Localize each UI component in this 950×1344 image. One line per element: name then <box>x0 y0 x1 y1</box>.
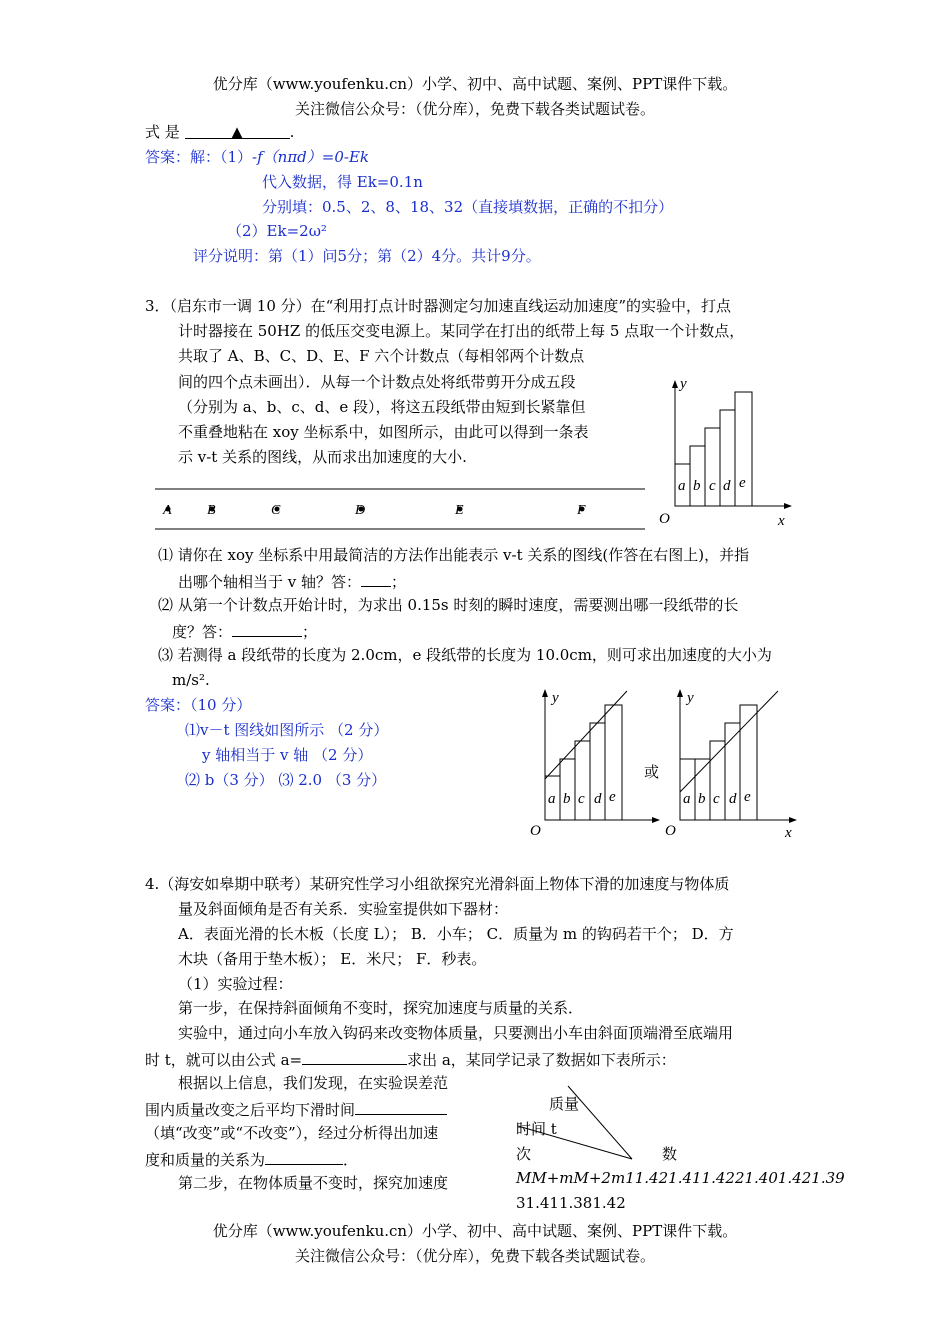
q3-sub2-blank[interactable] <box>232 620 302 637</box>
answer1-label-e: e <box>609 789 616 805</box>
formula-blank-line <box>145 122 294 142</box>
q4-line-6: 第一步，在保持斜面倾角不变时，探究加速度与质量的关系． <box>178 999 584 1017</box>
answer1-label-a: a <box>548 791 556 807</box>
answer1-label-c: c <box>578 791 585 807</box>
tape-point-e <box>454 503 464 518</box>
answer2-label-a: a <box>683 791 691 807</box>
q4-line-10 <box>145 1098 447 1120</box>
tape-point-c <box>271 503 281 518</box>
answer2-label-d: d <box>729 791 737 807</box>
answer1-origin: O <box>530 823 541 839</box>
q4-line-11: （填“改变”或“不改变”），经过分析得出加速 <box>145 1124 439 1142</box>
q3-sub1-end: ； <box>391 573 407 591</box>
tape-label-a: A <box>163 503 172 518</box>
footer-line-1: 优分库（www.youfenku.cn）小学、初中、高中试题、案例、PPT课件下载。 <box>212 1222 738 1240</box>
q4-formula-blank[interactable] <box>302 1048 407 1065</box>
q4-relation-blank[interactable] <box>265 1148 343 1165</box>
q3-sub2-text: 度？答： <box>172 623 233 641</box>
q3-sub1-blank[interactable] <box>361 570 391 587</box>
q3-line-7: 示 v-t 关系的图线，从而求出加速度的大小. <box>178 448 467 466</box>
q4-line-4: 木块（备用于垫木板）； E．米尺； F．秒表。 <box>178 950 487 968</box>
y-axis-label: y <box>680 376 687 392</box>
q4-line-12-text: 度和质量的关系为 <box>145 1151 266 1169</box>
q3-sub3-line-a: ⑶ 若测得 a 段纸带的长度为 2.0cm，e 段纸带的长度为 10.0cm，则可求出加速度的大小为 <box>158 646 772 664</box>
q3-line-4: 间的四个点未画出）．从每一个计数点处将纸带剪开分成五段 <box>178 373 576 391</box>
q4-line-3: A．表面光滑的长木板（长度 L）； B．小车； C．质量为 m 的钩码若干个； D．方 <box>178 925 734 943</box>
formula-blank <box>185 122 290 139</box>
tape-label-c: C <box>271 503 281 518</box>
q3-line-5: （分别为 a、b、c、d、e 段），将这五段纸带由短到长紧靠但 <box>178 398 586 416</box>
q4-line-2: 量及斜面倾角是否有关系．实验室提供如下器材： <box>178 900 509 918</box>
paper-tape-figure <box>150 484 650 534</box>
origin-label: O <box>659 511 670 527</box>
answer2-origin: O <box>665 823 676 839</box>
header-line-2: 关注微信公众号：（优分库），免费下载各类试题试卷。 <box>294 100 655 118</box>
bar-label-d: d <box>723 478 731 494</box>
bar-label-b: b <box>693 478 701 494</box>
tape-point-b <box>207 503 216 518</box>
answer1-label-b: b <box>563 791 571 807</box>
bar-label-c: c <box>709 478 716 494</box>
footer-line-2: 关注微信公众号：（优分库），免费下载各类试题试卷。 <box>294 1247 655 1265</box>
bar-c <box>705 428 720 506</box>
q4-line-12 <box>145 1148 358 1170</box>
q4-time-blank[interactable] <box>355 1098 447 1115</box>
tape-label-b: B <box>207 503 216 518</box>
tape-point-a <box>162 503 172 518</box>
answer2-fit-line <box>680 691 778 792</box>
tape-point-d <box>354 503 365 518</box>
q4-line-10-text: 围内质量改变之后平均下滑时间 <box>145 1101 356 1119</box>
q3-sub1-line-b <box>178 570 406 592</box>
answer2-x-label: x <box>785 825 792 841</box>
q3-sub1-text: 出哪个轴相当于 v 轴？答： <box>178 573 362 591</box>
q4-formula-rest: 求出 a，某同学记录了数据如下表所示： <box>407 1051 676 1069</box>
table-header-time: 时间 t <box>516 1120 557 1138</box>
q3-line-2: 计时器接在 50HZ 的低压交变电源上。某同学在打出的纸带上每 5 点取一个计数点， <box>178 322 745 340</box>
prev-answer-line-1 <box>145 147 369 167</box>
answer1-y-label: y <box>552 690 559 706</box>
x-axis-label: x <box>778 513 785 529</box>
table-row-2: 31.411.381.42 <box>516 1194 626 1212</box>
q4-line-7: 实验中，通过向小车放入钩码来改变物体质量，只要测出小车由斜面顶端滑至底端用 <box>178 1024 734 1042</box>
q3-line-3: 共取了 A、B、C、D、E、F 六个计数点（每相邻两个计数点 <box>178 347 585 365</box>
table-header-mass: 质量 <box>549 1095 580 1113</box>
table-header-shu: 数 <box>662 1145 678 1163</box>
prev-answer-label: 答案：解：（1） <box>145 148 253 166</box>
header-line-1: 优分库（www.youfenku.cn）小学、初中、高中试题、案例、PPT课件下载。 <box>212 75 738 93</box>
answer2-label-b: b <box>698 791 706 807</box>
tape-bars-figure <box>655 372 800 532</box>
tape-label-d: D <box>355 503 366 518</box>
q4-formula-text: 时 t，就可以由公式 a= <box>145 1051 303 1069</box>
prev-answer-eq1: -f（nπd）=0-Ek <box>252 148 370 166</box>
q4-line-13: 第二步，在物体质量不变时，探究加速度 <box>178 1174 449 1192</box>
q3-line-6: 不重叠地粘在 xoy 坐标系中，如图所示，由此可以得到一条表 <box>178 423 589 441</box>
triangle-mark: ▲ <box>231 123 243 141</box>
answer1-label-d: d <box>594 791 602 807</box>
tape-label-e: E <box>455 503 464 518</box>
bar-label-a: a <box>678 478 686 494</box>
prev-answer-line-3: 分别填：0.5、2、8、18、32（直接填数据，正确的不扣分） <box>262 198 674 216</box>
prev-answer-line-4: （2）Ek=2ω² <box>227 222 327 240</box>
tape-point-f <box>576 503 586 518</box>
q3-answer-heading: 答案：（10 分） <box>145 696 252 714</box>
q3-line-1: 3．（启东市一调 10 分）在“利用打点计时器测定匀加速直线运动加速度”的实验中，打点 <box>145 297 732 315</box>
q4-line-9: 根据以上信息，我们发现，在实验误差范 <box>178 1074 449 1092</box>
answer2-label-c: c <box>713 791 720 807</box>
q3-sub2-line-a: ⑵ 从第一个计数点开始计时，为求出 0.15s 时刻的瞬时速度，需要测出哪一段纸带的长 <box>158 596 739 614</box>
answer2-y-label: y <box>687 690 694 706</box>
q3-sub3-line-b: m/s². <box>172 671 210 689</box>
bar-b <box>690 446 705 506</box>
q3-answer-3: ⑵ b（3 分） ⑶ 2.0 （3 分） <box>185 771 387 789</box>
table-row-1: MM+mM+2m11.421.411.4221.401.421.39 <box>516 1169 845 1187</box>
q4-line-8 <box>145 1048 676 1070</box>
prev-scoring: 评分说明：第（1）问5分；第（2）4分。共计9分。 <box>193 247 541 265</box>
answer-graph-2 <box>660 684 805 844</box>
prev-answer-line-2: 代入数据，得 Ek=0.1n <box>262 173 423 191</box>
tape-label-f: F <box>577 503 586 518</box>
q3-answer-1: ⑴v－t 图线如图所示 （2 分） <box>185 721 389 739</box>
formula-prefix: 式 是 <box>145 123 180 141</box>
answer1-bar-b <box>560 759 575 820</box>
q3-sub2-end: ； <box>302 623 318 641</box>
bar-label-e: e <box>739 475 746 491</box>
q4-line-5: （1）实验过程： <box>178 975 293 993</box>
q3-sub1-line-a: ⑴ 请你在 xoy 坐标系中用最简洁的方法作出能表示 v-t 关系的图线(作答在右图上)，并指 <box>158 546 750 564</box>
answer1-bar-c <box>575 741 590 820</box>
or-text: 或 <box>644 763 660 781</box>
answer2-label-e: e <box>744 789 751 805</box>
q4-line-1: 4.（海安如皋期中联考）某研究性学习小组欲探究光滑斜面上物体下滑的加速度与物体质 <box>145 875 730 893</box>
table-header-ci: 次 <box>516 1145 532 1163</box>
q3-answer-2: y 轴相当于 v 轴 （2 分） <box>202 746 373 764</box>
q3-sub2-line-b <box>172 620 317 642</box>
q4-line-12-end: ． <box>343 1151 359 1169</box>
formula-end: . <box>289 123 295 141</box>
